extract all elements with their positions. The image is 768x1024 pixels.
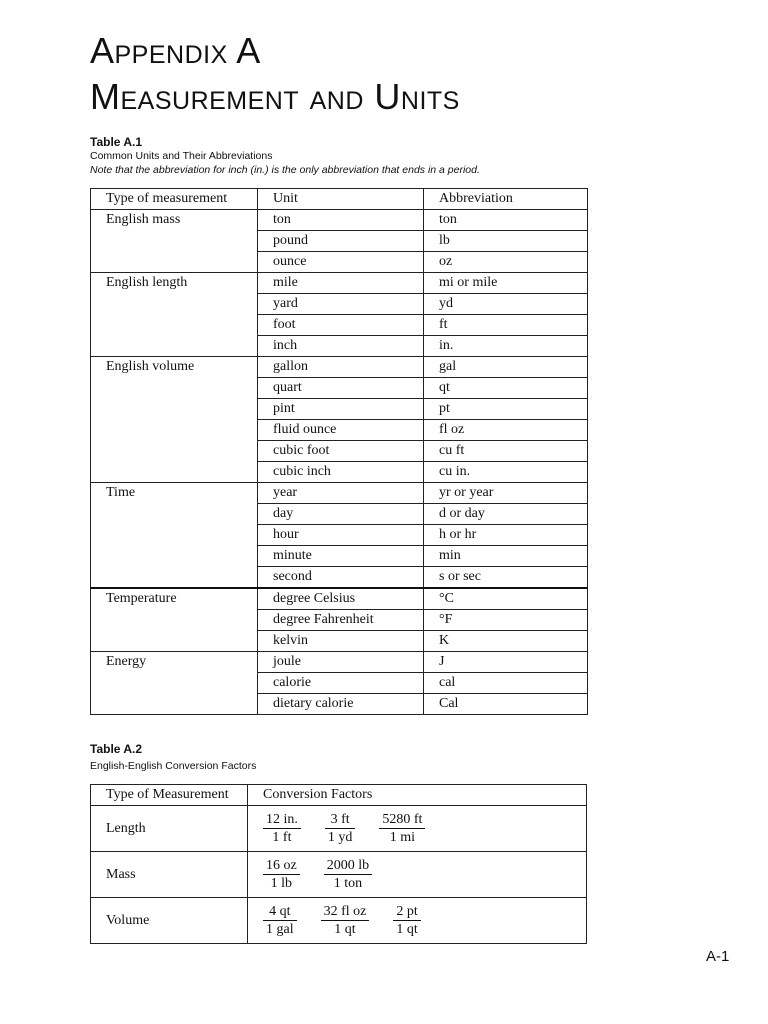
fraction-numerator: 4 qt bbox=[263, 903, 297, 921]
table1-subtitle: Common Units and Their Abbreviations bbox=[90, 150, 273, 162]
fraction-denominator: 1 ton bbox=[333, 876, 363, 891]
measurement-type-cell: Energy bbox=[91, 652, 258, 715]
table-row bbox=[91, 898, 587, 944]
column-header: Type of measurement bbox=[91, 189, 258, 210]
fraction-numerator: 12 in. bbox=[263, 811, 301, 829]
unit-cell: pint bbox=[258, 399, 424, 420]
fraction-denominator: 1 yd bbox=[327, 830, 353, 845]
abbreviation-cell: pt bbox=[424, 399, 588, 420]
abbreviation-cell: ft bbox=[424, 315, 588, 336]
conversion-factors-cell bbox=[248, 898, 587, 944]
conversion-fraction bbox=[321, 903, 370, 938]
abbreviation-cell: ton bbox=[424, 210, 588, 231]
fraction-numerator: 2 pt bbox=[393, 903, 420, 921]
unit-cell: inch bbox=[258, 336, 424, 357]
abbreviation-cell: min bbox=[424, 546, 588, 567]
abbreviation-cell: h or hr bbox=[424, 525, 588, 546]
measurement-type-cell: English mass bbox=[91, 210, 258, 273]
abbreviation-cell: qt bbox=[424, 378, 588, 399]
abbreviation-cell: s or sec bbox=[424, 567, 588, 589]
fraction-numerator: 32 fl oz bbox=[321, 903, 370, 921]
unit-cell: pound bbox=[258, 231, 424, 252]
abbreviation-cell: Cal bbox=[424, 694, 588, 715]
measurement-type-cell: Length bbox=[91, 806, 248, 852]
abbreviation-cell: °C bbox=[424, 588, 588, 610]
measurement-type-cell: Time bbox=[91, 483, 258, 589]
measurement-type-cell: English length bbox=[91, 273, 258, 357]
table2-label: Table A.2 bbox=[90, 742, 143, 756]
abbreviation-cell: yd bbox=[424, 294, 588, 315]
measurement-type-cell: Temperature bbox=[91, 588, 258, 652]
abbreviation-cell: cu ft bbox=[424, 441, 588, 462]
fraction-denominator: 1 ft bbox=[272, 830, 292, 845]
unit-cell: day bbox=[258, 504, 424, 525]
column-header: Type of Measurement bbox=[91, 785, 248, 806]
abbreviation-cell: in. bbox=[424, 336, 588, 357]
abbreviation-cell: cu in. bbox=[424, 462, 588, 483]
abbreviation-cell: mi or mile bbox=[424, 273, 588, 294]
conversion-fraction bbox=[263, 811, 301, 846]
table-row bbox=[91, 273, 588, 294]
unit-cell: gallon bbox=[258, 357, 424, 378]
title-line-1: Appendix A bbox=[90, 30, 261, 71]
abbreviation-cell: fl oz bbox=[424, 420, 588, 441]
abbreviation-cell: gal bbox=[424, 357, 588, 378]
unit-cell: cubic foot bbox=[258, 441, 424, 462]
unit-cell: yard bbox=[258, 294, 424, 315]
abbreviation-cell: J bbox=[424, 652, 588, 673]
conversion-fraction bbox=[263, 857, 300, 892]
fraction-numerator: 16 oz bbox=[263, 857, 300, 875]
unit-cell: quart bbox=[258, 378, 424, 399]
unit-cell: fluid ounce bbox=[258, 420, 424, 441]
table2-subtitle: English-English Conversion Factors bbox=[90, 760, 257, 772]
abbreviation-cell: K bbox=[424, 631, 588, 652]
conversion-fraction bbox=[324, 857, 372, 892]
table-row bbox=[91, 357, 588, 378]
fraction-numerator: 3 ft bbox=[325, 811, 356, 829]
unit-cell: hour bbox=[258, 525, 424, 546]
abbreviation-cell: °F bbox=[424, 610, 588, 631]
conversion-fraction bbox=[325, 811, 356, 846]
unit-cell: foot bbox=[258, 315, 424, 336]
table-header-row bbox=[91, 785, 587, 806]
fraction-denominator: 1 qt bbox=[396, 922, 418, 937]
table1-label: Table A.1 bbox=[90, 135, 143, 149]
column-header: Abbreviation bbox=[424, 189, 588, 210]
table-row bbox=[91, 588, 588, 610]
page-title bbox=[90, 28, 460, 120]
table-row bbox=[91, 852, 587, 898]
measurement-type-cell: Volume bbox=[91, 898, 248, 944]
title-line-2: Measurement and Units bbox=[90, 76, 460, 117]
unit-cell: cubic inch bbox=[258, 462, 424, 483]
abbreviation-cell: d or day bbox=[424, 504, 588, 525]
conversion-fraction bbox=[393, 903, 420, 938]
page-number: A-1 bbox=[706, 948, 730, 965]
fraction-denominator: 1 gal bbox=[266, 922, 294, 937]
conversion-factors-cell bbox=[248, 806, 587, 852]
unit-cell: year bbox=[258, 483, 424, 504]
unit-cell: ounce bbox=[258, 252, 424, 273]
conversion-fraction bbox=[379, 811, 425, 846]
unit-cell: calorie bbox=[258, 673, 424, 694]
unit-cell: degree Celsius bbox=[258, 588, 424, 610]
measurement-type-cell: English volume bbox=[91, 357, 258, 483]
column-header: Unit bbox=[258, 189, 424, 210]
unit-cell: degree Fahrenheit bbox=[258, 610, 424, 631]
conversion-factors-cell bbox=[248, 852, 587, 898]
table-row bbox=[91, 210, 588, 231]
abbreviation-cell: oz bbox=[424, 252, 588, 273]
measurement-type-cell: Mass bbox=[91, 852, 248, 898]
abbreviation-cell: cal bbox=[424, 673, 588, 694]
table-row bbox=[91, 806, 587, 852]
table-row bbox=[91, 652, 588, 673]
column-header: Conversion Factors bbox=[248, 785, 587, 806]
unit-cell: mile bbox=[258, 273, 424, 294]
table-header-row bbox=[91, 189, 588, 210]
conversion-fraction bbox=[263, 903, 297, 938]
abbreviation-cell: yr or year bbox=[424, 483, 588, 504]
fraction-denominator: 1 qt bbox=[334, 922, 356, 937]
unit-cell: kelvin bbox=[258, 631, 424, 652]
table1-note: Note that the abbreviation for inch (in.) is the only abbreviation that ends in a period. bbox=[90, 164, 480, 176]
abbreviation-cell: lb bbox=[424, 231, 588, 252]
unit-cell: joule bbox=[258, 652, 424, 673]
unit-cell: dietary calorie bbox=[258, 694, 424, 715]
unit-cell: minute bbox=[258, 546, 424, 567]
unit-cell: second bbox=[258, 567, 424, 589]
fraction-numerator: 2000 lb bbox=[324, 857, 372, 875]
fraction-denominator: 1 mi bbox=[389, 830, 416, 845]
table-row bbox=[91, 483, 588, 504]
fraction-denominator: 1 lb bbox=[270, 876, 293, 891]
fraction-numerator: 5280 ft bbox=[379, 811, 425, 829]
units-abbreviations-table bbox=[90, 188, 588, 715]
unit-cell: ton bbox=[258, 210, 424, 231]
conversion-factors-table bbox=[90, 784, 587, 944]
